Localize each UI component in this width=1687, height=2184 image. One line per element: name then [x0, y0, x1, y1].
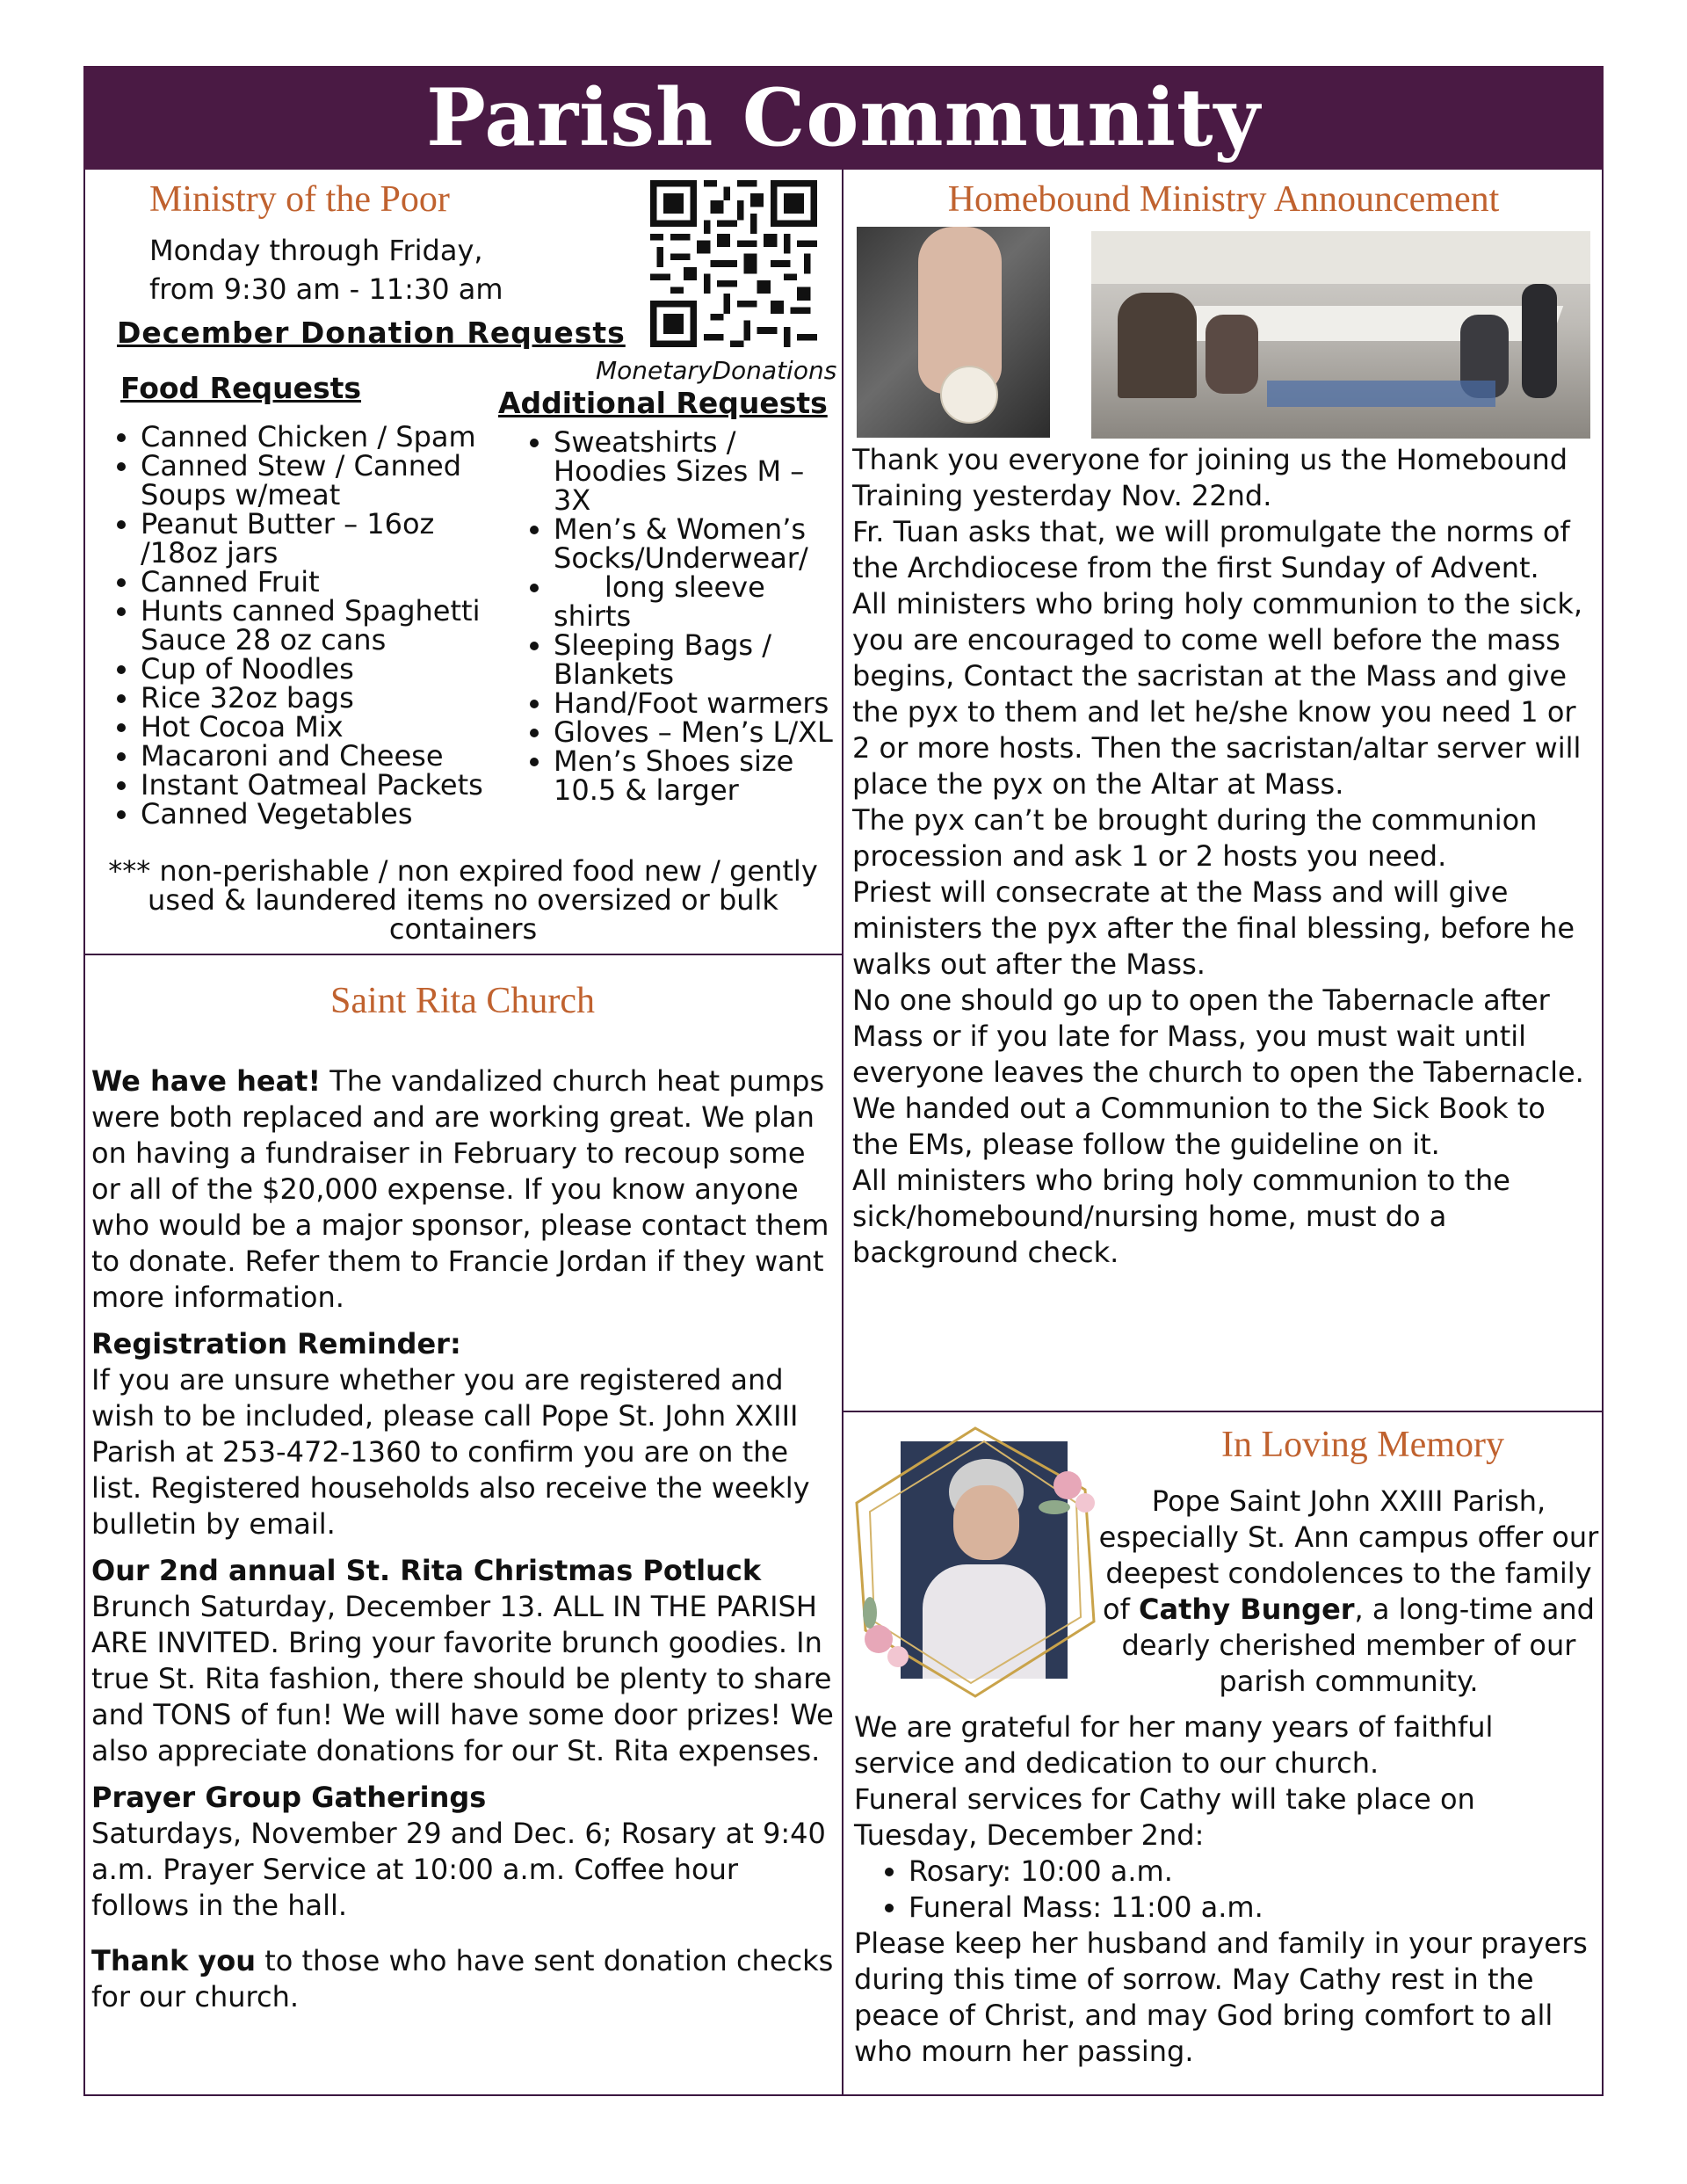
list-item: • Hand/Foot warmers	[554, 689, 844, 718]
list-item: • Rice 32oz bags	[141, 684, 492, 713]
list-item: • Rosary: 10:00 a.m.	[909, 1854, 1601, 1890]
food-list	[105, 420, 492, 831]
prayer-bold: Prayer Group Gatherings	[91, 1781, 487, 1814]
food-list-wrap	[105, 420, 492, 831]
memory-intro	[1094, 1484, 1604, 1700]
ministry-heading: Ministry of the Poor	[149, 179, 450, 220]
prayer-paragraph	[91, 1780, 838, 1924]
list-item: • Funeral Mass: 11:00 a.m.	[909, 1890, 1601, 1926]
memory-prayer: Please keep her husband and family in your prayers during this time of sorrow. May Cathy rest in the peace of Christ, and may God bring comfort to all who mourn her passing.	[854, 1926, 1588, 2068]
registration-text: If you are unsure whether you are registered and wish to be included, please call Pope St. John XXIII Parish at 253-472-1360 to confirm you are on the list. Registered households also receive the weekly bulletin by email.	[91, 1363, 810, 1541]
thanks-paragraph	[91, 1943, 838, 2015]
thanks-text: to those who have sent donation checks for our church.	[91, 1944, 834, 2013]
list-item: • Macaroni and Cheese	[141, 742, 492, 771]
list-item: • Canned Chicken / Spam	[141, 423, 492, 452]
food-requests-title: Food Requests	[120, 371, 362, 405]
page-title: Parish Community	[426, 71, 1261, 164]
memory-funeral: Funeral services for Cathy will take place on Tuesday, December 2nd:	[854, 1782, 1475, 1852]
list-item: • Canned Stew / Canned Soups w/meat	[141, 452, 492, 510]
ministry-hours	[149, 231, 503, 308]
floral-frame-icon	[844, 1419, 1107, 1709]
prayer-text: Saturdays, November 29 and Dec. 6; Rosary at 9:40 a.m. Prayer Service at 10:00 a.m. Coffee hour follows in the hall.	[91, 1817, 826, 1922]
homebound-heading: Homebound Ministry Announcement	[947, 179, 1500, 220]
heat-bold: We have heat!	[91, 1064, 322, 1098]
heat-text: The vandalized church heat pumps were both replaced and are working great. We plan on having a fundraiser in February to recoup some or all of the $20,000 expense. If you know anyone who would be a major sponsor, please contact them to donate. Refer them to Francie Jordan if they want more information.	[91, 1064, 829, 1314]
homebound-body: Thank you everyone for joining us the Homebound Training yesterday Nov. 22nd. Fr. Tuan asks that, we will promulgate the norms of the Archdiocese from the first Sunday of Advent. All ministers who bring holy communion to the sick, you are encouraged to come well before the mass begins, Contact the sacristan at the Mass and give the pyx to them and let he/she know you need 1 or 2 or more hosts. Then the sacristan/altar server will place the pyx on the Altar at Mass. The pyx can’t be brought during the communion procession and ask 1 or 2 hosts you need. Priest will consecrate at the Mass and will give ministers the pyx after the final blessing, before he walks out after the Mass. No one should go up to open the Tabernacle after Mass or if you late for Mass, you must wait until everyone leaves the church to open the Tabernacle. We handed out a Communion to the Sick Book to the EMs, please follow the guideline on it. All ministers who bring holy communion to the sick/homebound/nursing home, must do a background check.	[852, 443, 1584, 1269]
memory-heading: In Loving Memory	[1221, 1425, 1504, 1465]
donation-note: *** non-perishable / non expired food new / gently used & laundered items no oversized or bulk containers	[108, 854, 818, 946]
thanks-bold: Thank you	[91, 1944, 257, 1977]
memory-gratitude: We are grateful for her many years of faithful service and dedication to our church.	[854, 1710, 1494, 1780]
registration-paragraph	[91, 1326, 838, 1542]
list-item: • Hot Cocoa Mix	[141, 713, 492, 742]
list-item: • Instant Oatmeal Packets	[141, 771, 492, 800]
additional-requests-title: Additional Requests	[498, 386, 828, 420]
banner	[83, 66, 1604, 170]
hours-line-1: Monday through Friday,	[149, 234, 483, 267]
section-divider-right	[844, 1411, 1604, 1412]
list-item: • Cup of Noodles	[141, 655, 492, 684]
section-divider-left	[83, 954, 842, 955]
potluck-text: Brunch Saturday, December 13. ALL IN THE PARISH ARE INVITED. Bring your favorite brunch goodies. In true St. Rita fashion, there should be plenty to share and TONS of fun! We will have some door prizes! We also appreciate donations for our St. Rita expenses.	[91, 1590, 834, 1767]
communion-host-photo	[857, 227, 1050, 438]
memory-name: Cathy Bunger	[1139, 1593, 1355, 1626]
list-item: • Canned Vegetables	[141, 800, 492, 829]
memory-intro-text: Pope Saint John XXIII Parish, especially St. Ann campus offer our deepest condolences to the family of	[1098, 1484, 1599, 1626]
saint-rita-body	[91, 1063, 838, 2015]
additional-list	[518, 425, 844, 807]
memory-body	[854, 1709, 1601, 2070]
list-item: • Sleeping Bags / Blankets	[554, 631, 844, 689]
list-item: • Peanut Butter – 16oz /18oz jars	[141, 510, 492, 568]
list-item: • Canned Fruit	[141, 568, 492, 597]
list-item: • Men’s Shoes size 10.5 & larger	[554, 747, 844, 805]
list-item: • Sweatshirts / Hoodies Sizes M – 3X	[554, 428, 844, 515]
list-item: • Hunts canned Spaghetti Sauce 28 oz cans	[141, 597, 492, 655]
registration-bold: Registration Reminder:	[91, 1327, 461, 1360]
donation-title: December Donation Requests	[117, 316, 626, 350]
list-item: • long sleeve shirts	[554, 573, 844, 631]
list-item: • Men’s & Women’s Socks/Underwear/	[554, 515, 844, 573]
memory-intro-end: , a long-time and dearly cherished member of our parish community.	[1121, 1593, 1595, 1698]
additional-list-wrap	[518, 425, 844, 807]
saint-rita-heading: Saint Rita Church	[330, 981, 595, 1021]
hours-line-2: from 9:30 am - 11:30 am	[149, 272, 503, 306]
potluck-paragraph	[91, 1553, 838, 1769]
potluck-bold: Our 2nd annual St. Rita Christmas Potluck	[91, 1554, 762, 1587]
list-item: • Gloves – Men’s L/XL	[554, 718, 844, 747]
homebound-training-photo	[1091, 231, 1590, 439]
qr-caption: MonetaryDonations	[596, 356, 837, 385]
heat-paragraph	[91, 1063, 838, 1316]
qr-code[interactable]	[650, 180, 817, 347]
service-list	[854, 1854, 1601, 1926]
